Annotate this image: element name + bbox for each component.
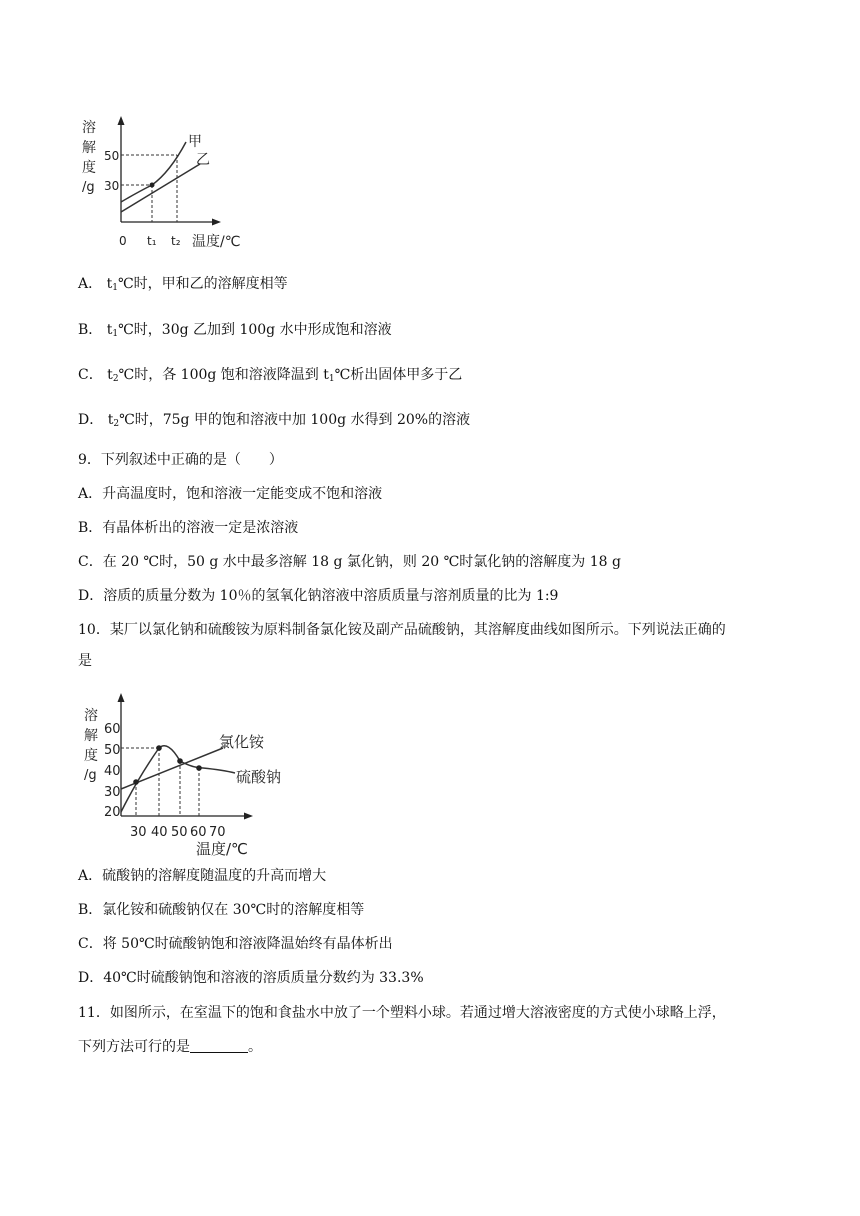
y-axis-label-char: 解 xyxy=(82,140,96,156)
series-label-sodium-sulfate: 硫酸钠 xyxy=(236,768,282,786)
y-tick-label: 30 xyxy=(104,179,120,193)
y-tick-label: 60 xyxy=(104,722,121,737)
y-tick-label: 40 xyxy=(104,764,121,779)
y-axis-arrow xyxy=(118,116,125,125)
y-axis-label-char: 度 xyxy=(84,748,98,764)
q10-option-d: D．40℃时硫酸钠饱和溶液的溶质质量分数约为 33.3% xyxy=(78,970,424,986)
x-tick-label: t₁ xyxy=(147,234,157,248)
solubility-chart-1 xyxy=(78,112,258,254)
q11-line2: 下列方法可行的是 。 xyxy=(78,1039,262,1055)
q10-option-a: A．硫酸钠的溶解度随温度的升高而增大 xyxy=(78,868,327,884)
series-label-yi: 乙 xyxy=(196,152,210,168)
y-tick-label: 50 xyxy=(104,743,121,758)
series-label-ammonium-chloride: 氯化铵 xyxy=(219,733,265,751)
x-tick-label: 40 xyxy=(151,825,168,840)
q8-option-b: B． $t_1℃$时，30g 乙加到 100g 水中形成饱和溶液 xyxy=(78,322,392,339)
q9-option-a: A．升高温度时，饱和溶液一定能变成不饱和溶液 xyxy=(78,486,383,502)
series-label-jia: 甲 xyxy=(188,134,202,150)
q8-option-d: D． $t_2℃$时，75g 甲的饱和溶液中加 100g 水得到 20%的溶液 xyxy=(78,412,471,429)
x-tick-label: 70 xyxy=(209,825,226,840)
q9-stem: 9．下列叙述中正确的是（ ） xyxy=(78,452,283,468)
point xyxy=(177,758,183,764)
x-axis-label: 温度/℃ xyxy=(192,234,241,250)
curve-sodium-sulfate xyxy=(121,746,235,812)
point xyxy=(196,765,202,771)
y-tick-label: 50 xyxy=(104,149,120,163)
answer-blank[interactable] xyxy=(190,1038,248,1053)
point xyxy=(133,779,139,785)
y-axis-label-char: 溶 xyxy=(82,120,96,136)
y-axis-label-char: 度 xyxy=(82,160,96,176)
x-tick-label: 60 xyxy=(190,825,207,840)
x-axis-label: 温度/℃ xyxy=(196,840,248,858)
q9-option-b: B．有晶体析出的溶液一定是浓溶液 xyxy=(78,520,299,536)
y-tick-label: 20 xyxy=(104,805,121,820)
x-axis-arrow xyxy=(212,219,221,226)
q10-stem-line1: 10．某厂以氯化钠和硫酸铵为原料制备氯化铵及副产品硫酸钠，其溶解度曲线如图所示。下列说法正确的 xyxy=(78,622,726,638)
y-axis-label-char: /g xyxy=(82,180,95,195)
q8-option-a: A． $t_1℃$时，甲和乙的溶解度相等 xyxy=(78,276,288,293)
intersection-point xyxy=(150,183,155,188)
x-tick-label: 0 xyxy=(119,234,127,248)
x-tick-label: 50 xyxy=(171,825,188,840)
y-tick-label: 30 xyxy=(104,785,121,800)
x-axis-arrow xyxy=(244,813,253,820)
y-axis-arrow xyxy=(118,693,125,702)
x-tick-label: 30 xyxy=(130,825,147,840)
y-axis-label-char: 溶 xyxy=(84,708,98,724)
solubility-chart-2 xyxy=(78,688,298,860)
q11-line1: 11．如图所示，在室温下的饱和食盐水中放了一个塑料小球。若通过增大溶液密度的方式使小球略上浮， xyxy=(78,1005,726,1021)
q9-option-d: D．溶质的质量分数为 10％的氢氧化钠溶液中溶质质量与溶剂质量的比为 1:9 xyxy=(78,588,559,604)
curve-yi xyxy=(121,164,200,212)
q10-stem-line2: 是 xyxy=(78,653,92,669)
y-axis-label-char: 解 xyxy=(84,728,98,744)
x-tick-label: t₂ xyxy=(171,234,181,248)
point xyxy=(156,745,162,751)
q8-option-c: C． $t_2℃$时，各 100g 饱和溶液降温到 $t_1℃$析出固体甲多于乙 xyxy=(78,367,463,384)
y-axis-label-char: /g xyxy=(84,768,97,783)
q10-option-c: C．将 50℃时硫酸钠饱和溶液降温始终有晶体析出 xyxy=(78,936,393,952)
q10-option-b: B．氯化铵和硫酸钠仅在 30℃时的溶解度相等 xyxy=(78,902,365,918)
q9-option-c: C．在 20 ℃时，50 g 水中最多溶解 18 g 氯化钠，则 20 ℃时氯化钠的溶解度为 18 g xyxy=(78,554,621,570)
